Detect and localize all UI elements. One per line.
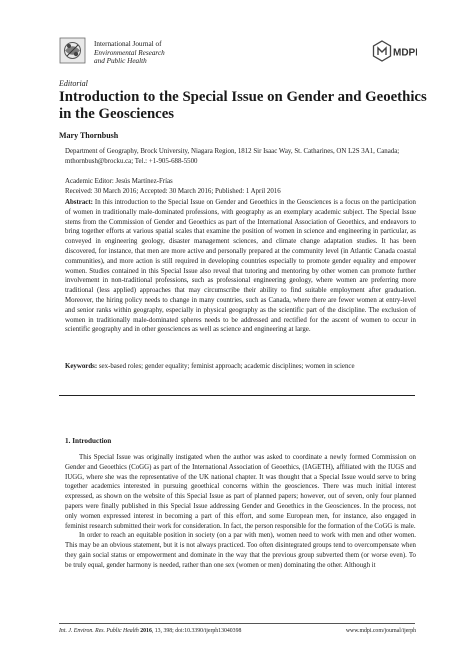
mdpi-logo-icon (371, 40, 417, 62)
keywords (65, 362, 416, 372)
article-history (65, 177, 425, 196)
academic-editor: Academic Editor: Jesús Martínez-Frías (65, 178, 173, 185)
journal-name-line2: Environmental Research (94, 48, 165, 57)
footer-citation (59, 628, 241, 634)
section-divider (59, 395, 415, 396)
journal-name-line3: and Public Health (94, 57, 147, 66)
author-affiliation: Department of Geography, Brock University, Niagara Region, 1812 Sir Isaac Way, St. Catharines, ON L2S 3A1, Canada; mthornbush@brocku.ca; Tel.: +1-905-688-5500 (65, 148, 400, 165)
journal-name (94, 40, 165, 66)
citation-details: , 13, 398; doi:10.3390/ijerph13040398 (151, 628, 242, 634)
mdpi-logo-text: MDPI (393, 47, 417, 59)
introduction-body (65, 453, 416, 571)
journal-logo-icon (59, 37, 86, 64)
abstract-text: In this introduction to the Special Issue on Gender and Geoethics in the Geosciences is a focus on the participation of women in traditionally male-dominated professions, with geography as an exemplary academic subject. The Special Issue stems from the Commission of Gender and Geoethics as part of the International Association of Geoethics, and endeavors to bring together efforts at various spatial scales that examine the position of women in science and engineering in particular, as conveyed in engineering geology, disaster management sciences, and climate change adaptation studies. It has been discovered, for instance, that men are more active and personally prepared at the community level (in Atlantic Canada coastal communities), and more action is still required in developing countries especially to promote gender equality and empower women. Studies contained in this Special Issue also reveal that tutoring and mentoring by other women can promote further involvement in non-traditional professions, such as professional engineering geology, where women are preferring more traditional (less applied) approaches that may circumscribe their ability to find suitable employment after graduation. Moreover, the hiring policy needs to change in many countries, such as Canada, where there are fewer women at entry-level and senior ranks within geography, especially in physical geography as the scientific part of the discipline. The exclusion of women in traditionally male-dominated spheres needs to be addressed and rectified for the ascent of women to occur in scientific geography and in other geosciences as well as science and engineering at large. (65, 199, 416, 334)
keywords-text: sex-based roles; gender equality; feminist approach; academic disciplines; women in science (97, 363, 355, 370)
footer-divider (59, 623, 415, 624)
abstract-label: Abstract: (65, 199, 93, 206)
citation-journal: Int. J. Environ. Res. Public Health (59, 628, 139, 634)
article-type: Editorial (59, 79, 88, 88)
paragraph-1: This Special Issue was originally instigated when the author was asked to coordinate a newly formed Commission on Gender and Geoethics (CoGG) as part of the International Association of Geoethics, (IAGETH), affiliated with the IUGS and IUGG, where she was the representative of the UK national chapter. It was thought that a Special Issue would serve to bring together academics interested in pursuing geoethical concerns within the geosciences. There was much initial interest expressed, as shown on the website of this Special Issue as part of planned papers; however, out of seven, only four planned papers were finally published in this Special Issue addressing Gender and Geoethics in the Geosciences. In the process, not only women expressed interest in becoming a part of this effort, and some European men, for instance, also engaged in feminist research submitted their work for consideration. In fact, the person responsible for the formation of the CoGG is male. (65, 454, 416, 530)
citation-year: 2016 (140, 628, 152, 634)
article-title: Introduction to the Special Issue on Gender and Geoethics in the Geosciences (59, 89, 427, 122)
author-name: Mary Thornbush (59, 131, 119, 140)
journal-name-line1: International Journal of (94, 40, 162, 48)
section-heading-introduction: 1. Introduction (65, 437, 112, 445)
paragraph-2: In order to reach an equitable position in society (on a par with men), women need to work with men and other women. This may be an obvious statement, but it is not always practiced. Too often disintegrated groups tend to overcompensate when they gain social status or empowerment and dominate in the way that the previous group subverted them (or worse even). To be truly equal, gender harmony is needed, rather than one sex (women or men) dominating the other. Although it (65, 532, 416, 569)
keywords-label: Keywords: (65, 363, 98, 370)
abstract (65, 198, 416, 335)
publication-dates: Received: 30 March 2016; Accepted: 30 March 2016; Published: 1 April 2016 (65, 187, 281, 195)
footer-url[interactable]: www.mdpi.com/journal/ijerph (345, 628, 416, 634)
